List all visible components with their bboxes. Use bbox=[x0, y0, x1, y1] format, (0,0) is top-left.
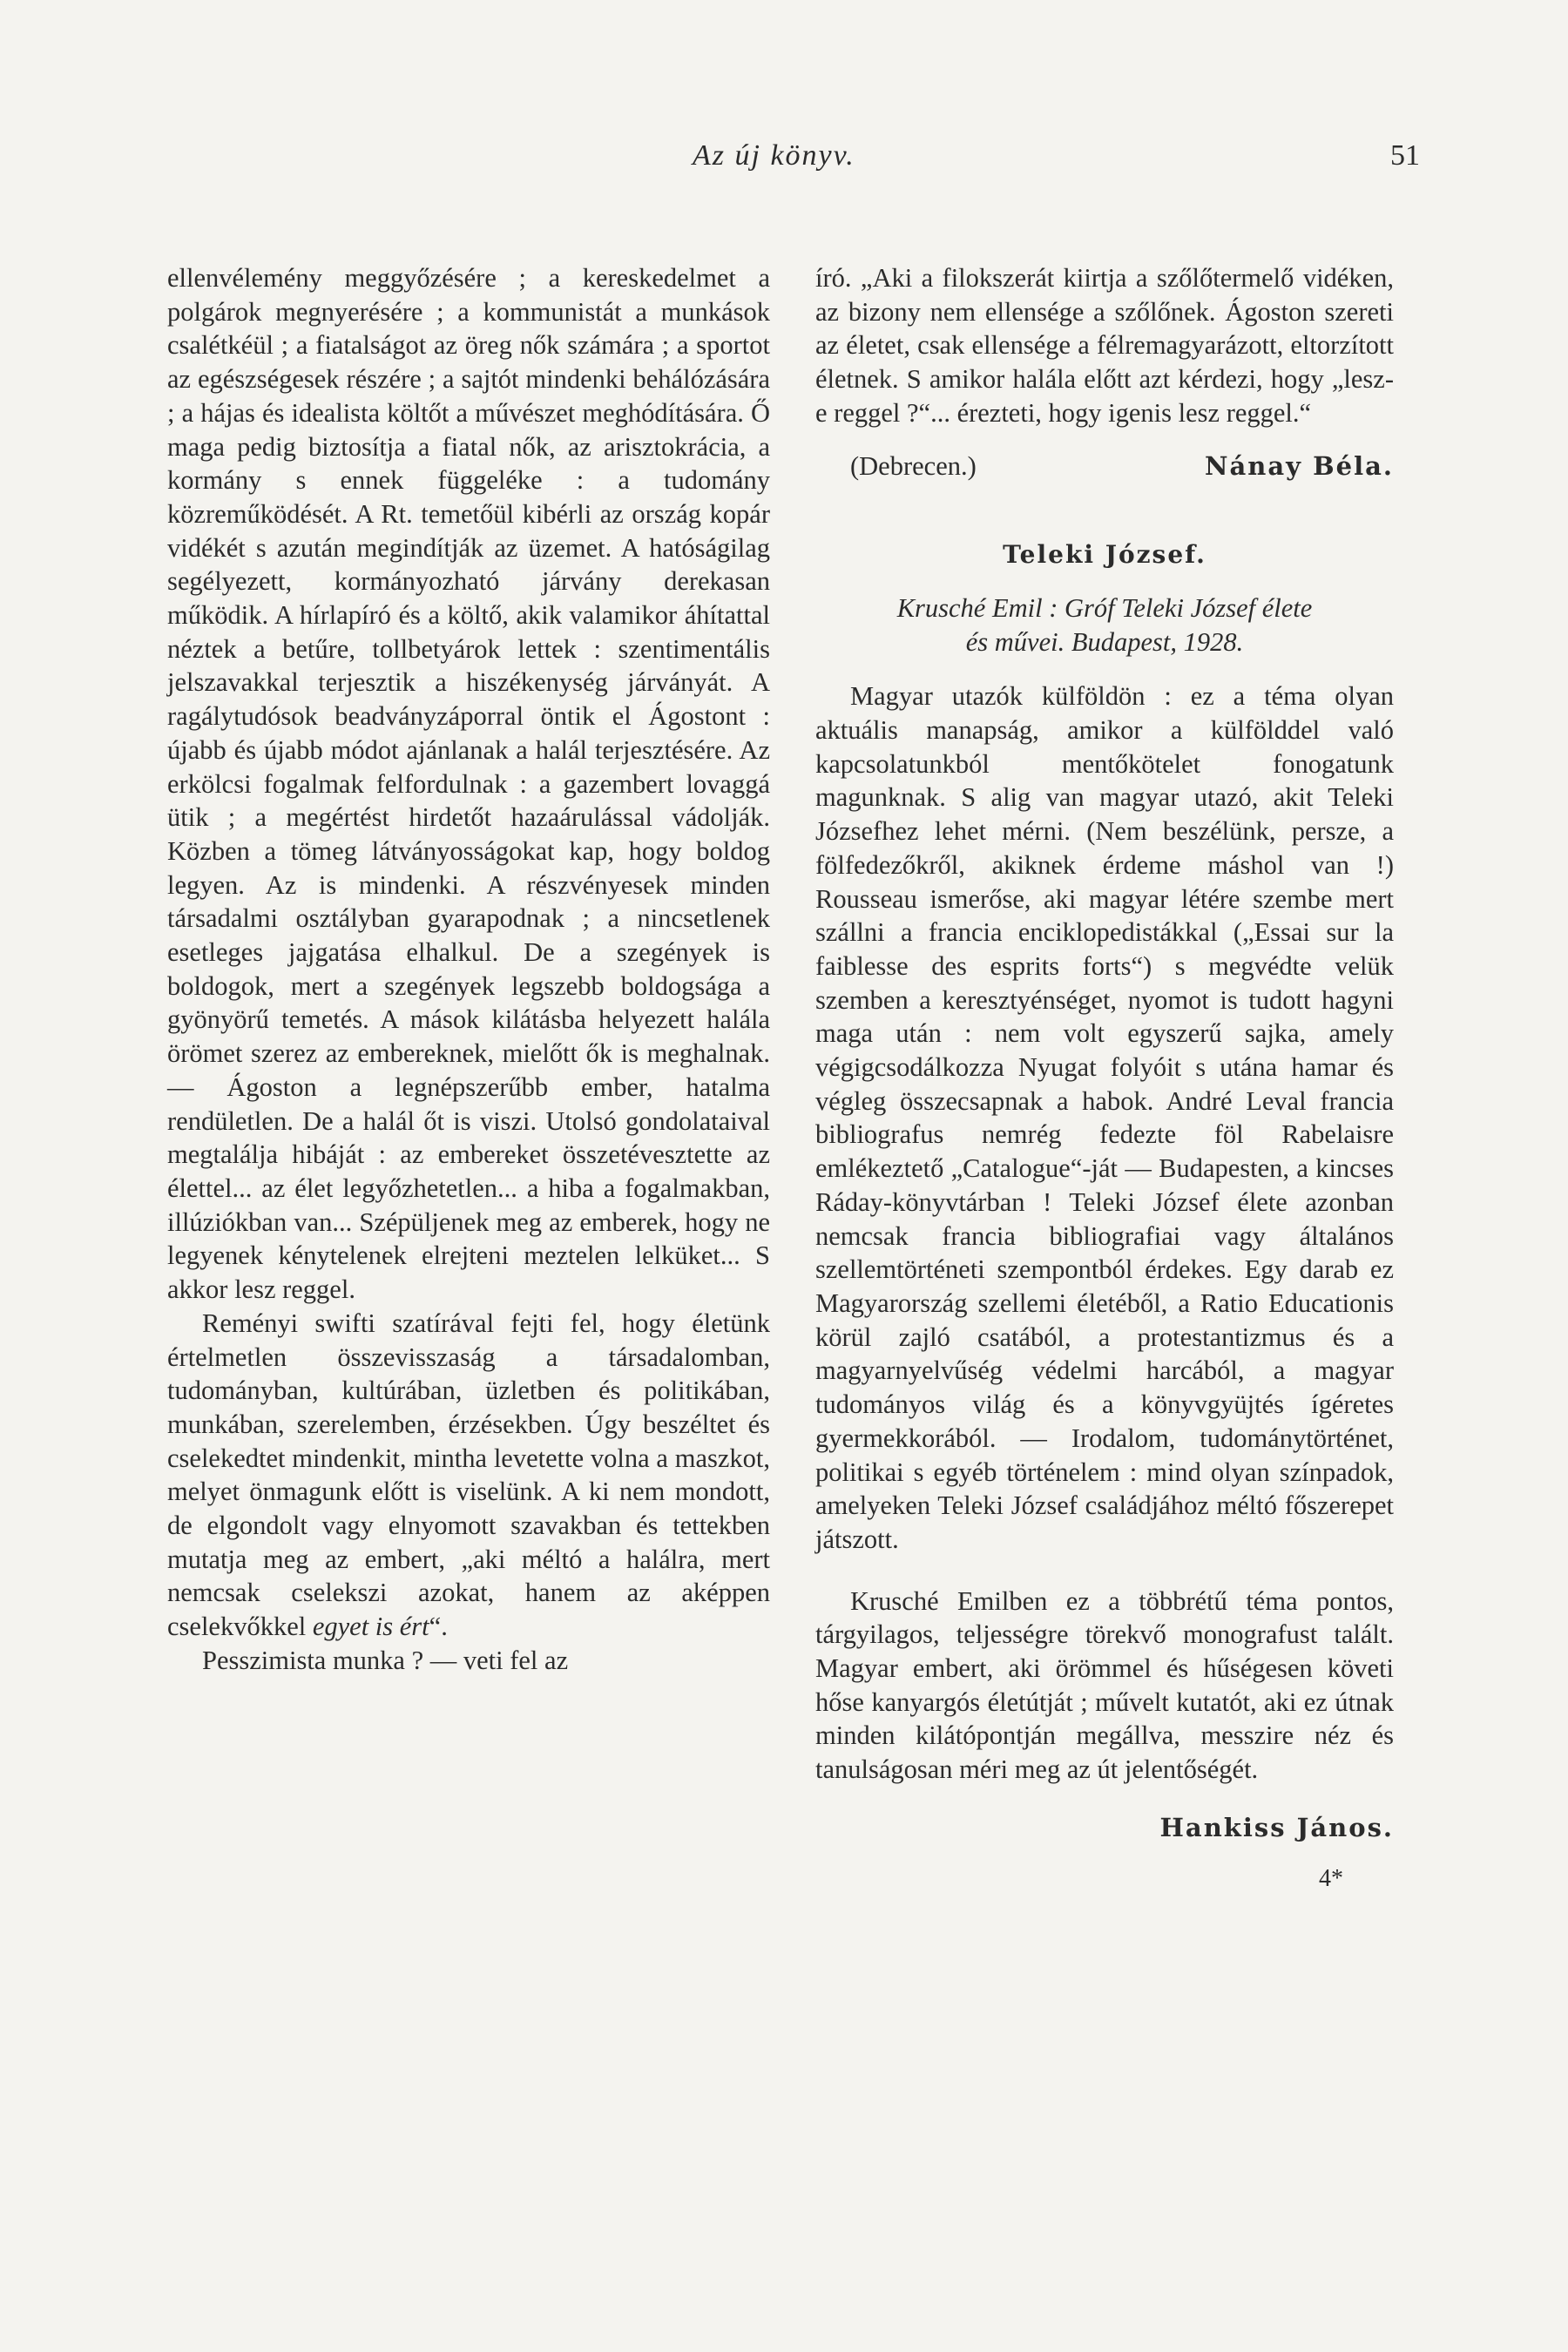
left-paragraph-2-italic: egyet is ért bbox=[312, 1612, 429, 1642]
review-signature-row bbox=[815, 449, 1394, 483]
left-column bbox=[167, 261, 770, 1678]
right-paragraph-3: Krusché Emilben ez a többrétű téma pontos, tárgyilagos, teljességre törekvő monografust talált. Magyar embert, aki örömmel és hűségesen követi hőse kanyargós életútját ; művelt kutatót, aki ez útnak minden kilátópontján megállva, messzire néz és tanulságosan méri meg az út jelentőségét. bbox=[815, 1585, 1394, 1785]
running-header bbox=[0, 139, 1568, 174]
page-number: 51 bbox=[1390, 139, 1420, 172]
review-author-hankiss: Hankiss János. bbox=[1159, 1812, 1394, 1842]
review-signature-hankiss bbox=[815, 1811, 1394, 1845]
left-paragraph-2-text: Reményi swifti szatírával fejti fel, hogy életünk értelmetlen összevisszaság a társadalomban, tudományban, kultúrában, üzletben és politikában, munkában, szerelemben, érzésekben. Úgy beszéltet és cselekedtet mindenkit, mintha levetette volna a maszkot, melyet önmagunk előtt is viselünk. A ki nem mondott, de elgondolt vagy elnyomott szavakban és tettekben mutatja meg az embert, „aki méltó a halálra, mert nemcsak cselekszi azokat, hanem az aképpen cselekvőkkel bbox=[167, 1308, 770, 1642]
review-author-nanay: Nánay Béla. bbox=[1205, 450, 1394, 481]
left-paragraph-1: ellenvélemény meggyőzésére ; a kereskedelmet a polgárok megnyerésére ; a kommunistát a munkások csalétkéül ; a fiatalságot az öreg nők számára ; a sportot az egészségesek részére ; a sajtót mindenki behálózására ; a hájas és idealista költőt a művészet meghódítására. Ő maga pedig biztosítja a fiatal nők, az arisztokrácia, a kormány s ennek függeléke : a tudomány közreműködését. A Rt. temetőül kibérli az ország kopár vidékét s azután megindítják az üzemet. A hatóságilag segélyezett, kormányozható járvány derekasan működik. A hírlapíró és a költő, akik valamikor áhítattal néztek a betűre, tollbetyárok lettek : szentimentális jelszavakkal terjesztik a hiszékenység járványát. A ragálytudósok beadványzáporral öntik el Ágostont : újabb és újabb módot ajánlanak a halál terjesztésére. Az erkölcsi fogalmak felfordulnak : a gazembert lovaggá ütik ; a megértést hirdetőt hazaárulással vádolják. Közben a tömeg látványosságokat kap, hogy boldog legyen. Az is mindenki. A részvényesek minden társadalmi osztályban gyarapodnak ; a nincsetlenek esetleges jajgatása elhalkul. De a szegények is boldogok, mert a szegények legszebb boldogsága a gyönyörű temetés. A mások kilátásba helyezett halála örömet szerez az embereknek, mielőtt ők is meghalnak. — Ágoston a legnépszerűbb ember, hatalma rendületlen. De a halál őt is viszi. Utolsó gondolataival megtalálja hibáját : az embereket összetévesztette az élettel... az élet legyőzhetetlen... a hiba a fogalmakban, illúziókban van... Szépüljenek meg az emberek, hogy ne legyenek kénytelenek elrejteni meztelen lelküket... S akkor lesz reggel. bbox=[167, 263, 770, 1305]
left-paragraph-2 bbox=[167, 1307, 770, 1644]
review-place: (Debrecen.) bbox=[850, 450, 977, 481]
bibliographic-line-1: Krusché Emil : Gróf Teleki József élete bbox=[896, 592, 1313, 623]
right-paragraph-1: író. „Aki a filokszerát kiirtja a szőlőtermelő vidéken, az bizony nem ellensége a szőlőnek. Ágoston szereti az életet, csak ellensége a félremagyarázott, eltorzított életnek. S amikor halála előtt azt kérdezi, hogy „lesz-e reggel ?“... érezteti, hogy igenis lesz reggel.“ bbox=[815, 263, 1394, 428]
running-title: Az új könyv. bbox=[693, 139, 855, 172]
review-title-teleki: Teleki József. bbox=[1003, 540, 1206, 570]
left-paragraph-2-end: “. bbox=[429, 1612, 448, 1642]
bibliographic-reference bbox=[815, 591, 1394, 659]
signature-mark: 4* bbox=[1319, 1864, 1343, 1892]
bibliographic-line-2: és művei. Budapest, 1928. bbox=[965, 626, 1244, 657]
right-column bbox=[815, 261, 1394, 1896]
right-paragraph-2: Magyar utazók külföldön : ez a téma olyan aktuális manapság, amikor a külfölddel való kapcsolatunkból mentőkötelet fonogatunk magunknak. S alig van magyar utazó, akit Teleki Józsefhez lehet mérni. (Nem beszélünk, persze, a fölfedezőkről, akiknek érdeme máshol van !) Rousseau ismerőse, aki magyar létére szembe mert szállni a francia enciklopedistákkal („Essai sur la faiblesse des esprits forts“) s megvédte velük szemben a keresztyénséget, nyomot is tudott hagyni maga után : nem volt egyszerű sajka, amely végigcsodálkozza Nyugat folyóit s utána hamar és végleg összecsapnak a habok. André Leval francia bibliografus nemrég fedezte föl Rabelaisre emlékeztető „Catalogue“-ját — Budapesten, a kincses Ráday-könyvtárban ! Teleki József élete azonban nemcsak francia bibliografiai vagy általános szellemtörténeti szempontból érdekes. Egy darab ez Magyarország szellemi életéből, a Ratio Educationis körül zajló csatából, a protestantizmus és a magyarnyelvűség védelmi harcából, a magyar tudományos világ és a könyvgyüjtés ígéretes gyermekkorából. — Irodalom, tudománytörténet, politikai s egyéb történelem : mind olyan színpadok, amelyeken Teleki József családjához méltó főszerepet játszott. bbox=[815, 681, 1394, 1554]
left-paragraph-3: Pesszimista munka ? — veti fel az bbox=[202, 1645, 569, 1675]
